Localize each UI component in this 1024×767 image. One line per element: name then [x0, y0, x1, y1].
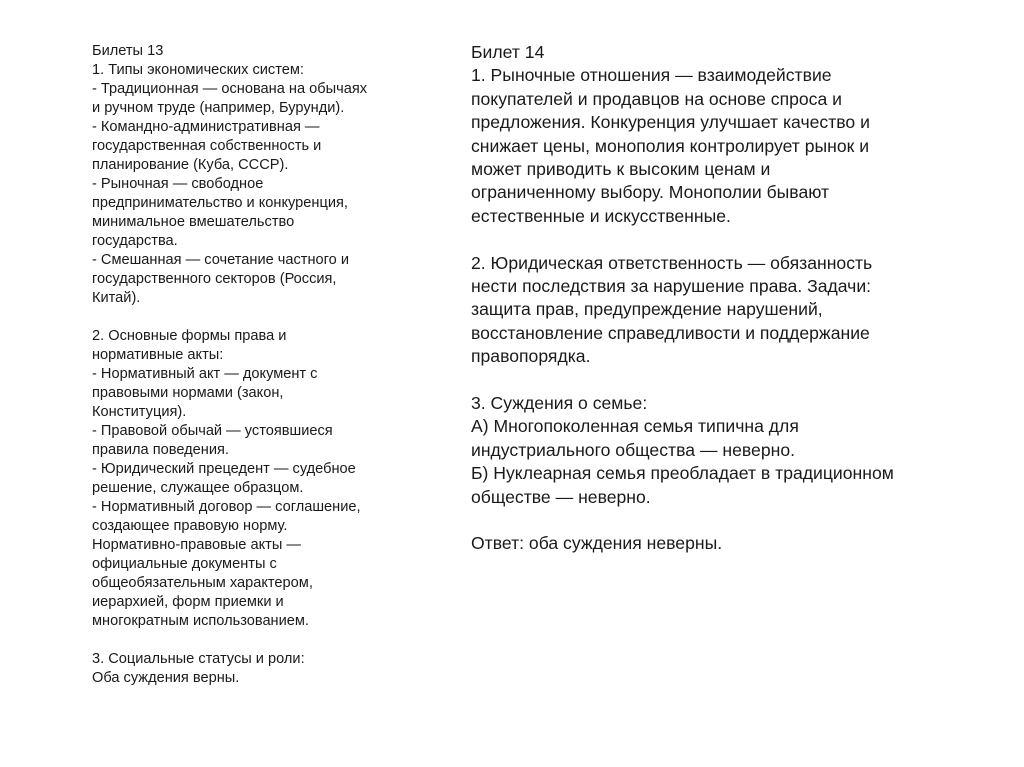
ticket-13-text-line: официальные документы с — [92, 556, 277, 572]
ticket-13-blank-line — [92, 308, 432, 327]
ticket-14-column — [471, 41, 951, 556]
ticket-13-text-line: Билеты 13 — [92, 43, 164, 59]
ticket-13-text-line: минимальное вмешательство — [92, 214, 295, 230]
ticket-13-blank-line — [92, 631, 432, 650]
ticket-14-text-line: Билет 14 — [471, 42, 545, 62]
ticket-14-text-line: ограниченному выбору. Монополии бывают — [471, 182, 830, 203]
ticket-13-column — [92, 42, 432, 688]
ticket-13-text-line: - Смешанная — сочетание частного и — [92, 252, 349, 268]
ticket-14-text-line: Ответ: оба суждения неверны. — [471, 533, 723, 554]
ticket-14-blank-line — [471, 369, 951, 392]
ticket-13-text-line: Нормативно-правовые акты — — [92, 537, 301, 553]
ticket-14-text-line: Б) Нуклеарная семья преобладает в традиционном — [471, 463, 894, 484]
ticket-13-text-line: - Традиционная — основана на обычаях — [92, 81, 368, 97]
ticket-13-text-line: планирование (Куба, СССР). — [92, 157, 289, 173]
ticket-13-text-line: Конституция). — [92, 404, 187, 420]
ticket-14-text-line: обществе — неверно. — [471, 486, 651, 507]
ticket-13-text-line: и ручном труде (например, Бурунди). — [92, 100, 345, 116]
ticket-13-text-line: государства. — [92, 233, 178, 249]
ticket-14-text-line: правопорядка. — [471, 346, 591, 367]
ticket-14-text-line: защита прав, предупреждение нарушений, — [471, 299, 823, 320]
ticket-14-text-line: 2. Юридическая ответственность — обязанность — [471, 252, 873, 273]
ticket-13-text-line: Китай). — [92, 290, 141, 306]
ticket-13-text-line: 3. Социальные статусы и роли: — [92, 651, 305, 667]
ticket-14-text-line: предложения. Конкуренция улучшает качество и — [471, 112, 870, 133]
ticket-13-text-line: государственного секторов (Россия, — [92, 271, 337, 287]
ticket-14-text-line: индустриального общества — неверно. — [471, 439, 795, 460]
ticket-14-text-line: снижает цены, монополия контролирует рынок и — [471, 135, 870, 156]
ticket-13-text-line: Оба суждения верны. — [92, 670, 240, 686]
ticket-14-text-line: 1. Рыночные отношения — взаимодействие — [471, 65, 832, 86]
ticket-13-text-line: многократным использованием. — [92, 613, 309, 629]
ticket-13-text-line: - Юридический прецедент — судебное — [92, 461, 356, 477]
ticket-13-text-line: правила поведения. — [92, 442, 229, 458]
ticket-13-text-line: - Нормативный договор — соглашение, — [92, 499, 361, 515]
ticket-14-text-line: 3. Суждения о семье: — [471, 393, 648, 414]
ticket-13-text-line: решение, служащее образцом. — [92, 480, 304, 496]
ticket-13-text-line: предпринимательство и конкуренция, — [92, 195, 348, 211]
ticket-13-text-line: - Нормативный акт — документ с — [92, 366, 318, 382]
ticket-13-text-line: государственная собственность и — [92, 138, 322, 154]
ticket-14-text-line: покупателей и продавцов на основе спроса и — [471, 88, 842, 109]
ticket-14-text-line: может приводить к высоким ценам и — [471, 159, 771, 180]
ticket-14-text-line: А) Многопоколенная семья типична для — [471, 416, 799, 437]
ticket-13-text-line: 2. Основные формы права и — [92, 328, 287, 344]
ticket-13-text-line: нормативные акты: — [92, 347, 224, 363]
ticket-14-text-line: естественные и искусственные. — [471, 205, 731, 226]
ticket-14-text-line: нести последствия за нарушение права. Задачи: — [471, 276, 872, 297]
ticket-13-text-line: - Правовой обычай — устоявшиеся — [92, 423, 333, 439]
ticket-13-text-line: - Рыночная — свободное — [92, 176, 264, 192]
ticket-14-text-line: восстановление справедливости и поддержание — [471, 322, 870, 343]
ticket-13-text-line: - Командно-административная — — [92, 119, 320, 135]
ticket-13-text-line: общеобязательным характером, — [92, 575, 313, 591]
ticket-14-blank-line — [471, 228, 951, 251]
ticket-13-text-line: 1. Типы экономических систем: — [92, 62, 304, 78]
ticket-14-blank-line — [471, 509, 951, 532]
ticket-13-text-line: иерархией, форм приемки и — [92, 594, 284, 610]
ticket-13-text-line: создающее правовую норму. — [92, 518, 288, 534]
ticket-13-text-line: правовыми нормами (закон, — [92, 385, 284, 401]
